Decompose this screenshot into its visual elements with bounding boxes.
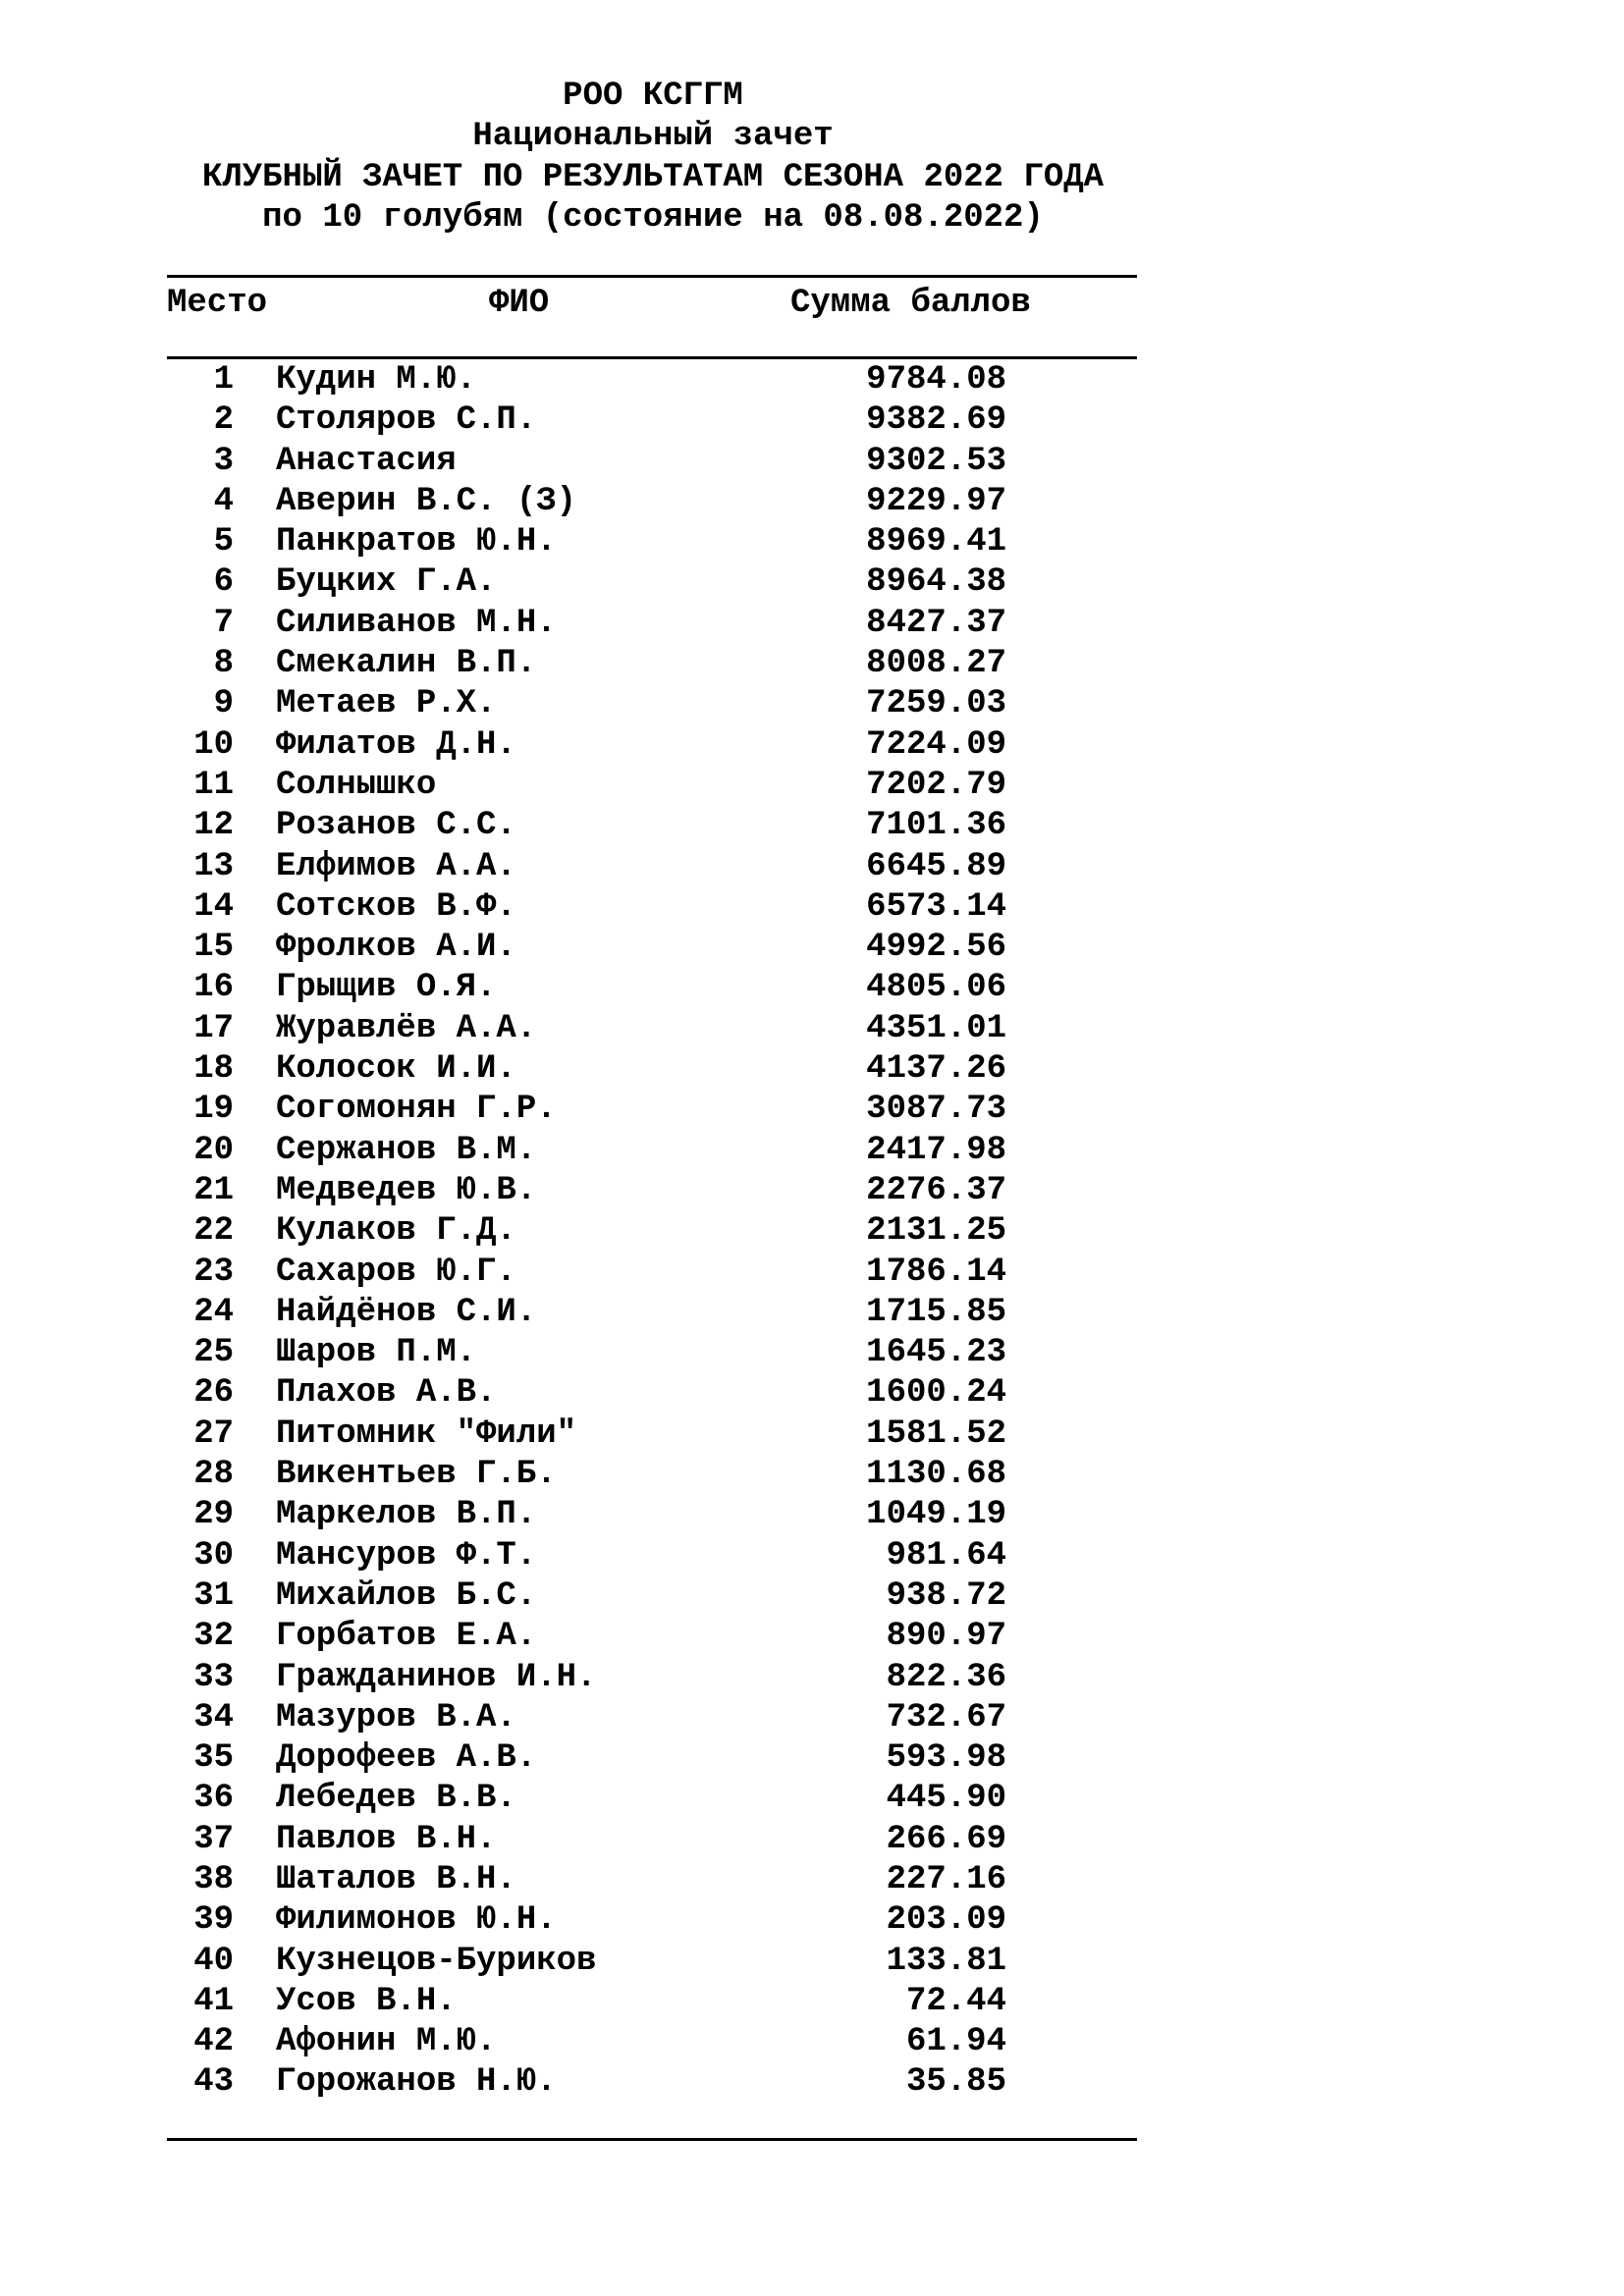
table-row (0, 927, 1624, 967)
score-cell: 7224.09 (866, 725, 1006, 764)
results-table (0, 359, 1624, 2103)
score-cell: 266.69 (886, 1820, 1006, 1858)
table-row (0, 2021, 1624, 2061)
score-cell: 4992.56 (866, 929, 1006, 967)
name-cell: Сержанов В.М. (276, 1131, 537, 1169)
name-cell: Афонин М.Ю. (276, 2023, 497, 2061)
table-row (0, 765, 1624, 805)
table-row (0, 1941, 1624, 1981)
table-row (0, 1210, 1624, 1251)
score-cell: 4137.26 (866, 1050, 1006, 1089)
score-cell: 2131.25 (866, 1212, 1006, 1251)
place-cell: 2 (213, 401, 234, 440)
table-row (0, 1372, 1624, 1413)
place-cell: 34 (193, 1698, 234, 1736)
bottom-rule (167, 2138, 1137, 2141)
place-cell: 13 (193, 847, 234, 885)
table-row (0, 2061, 1624, 2102)
place-cell: 25 (193, 1334, 234, 1372)
table-row (0, 1332, 1624, 1372)
name-cell: Михайлов Б.С. (276, 1576, 537, 1615)
score-cell: 1581.52 (866, 1415, 1006, 1453)
score-cell: 2417.98 (866, 1131, 1006, 1169)
table-row (0, 1170, 1624, 1210)
table-row (0, 1899, 1624, 1940)
name-cell: Сахаров Ю.Г. (276, 1253, 516, 1291)
table-row (0, 1048, 1624, 1089)
name-cell: Павлов В.Н. (276, 1820, 497, 1858)
name-cell: Горбатов Е.А. (276, 1618, 537, 1656)
name-cell: Маркелов В.П. (276, 1496, 537, 1534)
place-cell: 5 (213, 523, 234, 561)
place-cell: 26 (193, 1374, 234, 1413)
name-cell: Розанов С.С. (276, 807, 516, 845)
score-cell: 1645.23 (866, 1334, 1006, 1372)
table-row (0, 561, 1624, 602)
table-row (0, 1778, 1624, 1818)
name-cell: Смекалин В.П. (276, 645, 537, 683)
name-cell: Панкратов Ю.Н. (276, 523, 557, 561)
place-cell: 22 (193, 1212, 234, 1251)
table-row (0, 805, 1624, 845)
name-cell: Столяров С.П. (276, 401, 537, 440)
place-cell: 43 (193, 2063, 234, 2102)
place-cell: 37 (193, 1820, 234, 1858)
score-cell: 1049.19 (866, 1496, 1006, 1534)
name-cell: Кудин М.Ю. (276, 361, 477, 399)
name-cell: Дорофеев А.В. (276, 1739, 537, 1778)
place-cell: 42 (193, 2023, 234, 2061)
table-row (0, 1494, 1624, 1534)
name-cell: Мазуров В.А. (276, 1698, 516, 1736)
score-cell: 9229.97 (866, 482, 1006, 520)
place-cell: 10 (193, 725, 234, 764)
place-cell: 20 (193, 1131, 234, 1169)
name-cell: Шаталов В.Н. (276, 1860, 516, 1898)
score-cell: 1786.14 (866, 1253, 1006, 1291)
place-cell: 36 (193, 1780, 234, 1818)
place-cell: 33 (193, 1658, 234, 1696)
score-cell: 7259.03 (866, 685, 1006, 723)
place-cell: 8 (213, 645, 234, 683)
name-cell: Сотсков В.Ф. (276, 887, 516, 926)
score-cell: 1600.24 (866, 1374, 1006, 1413)
name-cell: Солнышко (276, 766, 437, 804)
table-row (0, 1616, 1624, 1656)
place-cell: 38 (193, 1860, 234, 1898)
place-cell: 16 (193, 969, 234, 1007)
place-cell: 12 (193, 807, 234, 845)
score-cell: 227.16 (886, 1860, 1006, 1898)
place-cell: 29 (193, 1496, 234, 1534)
place-cell: 11 (193, 766, 234, 804)
name-cell: Журавлёв А.А. (276, 1009, 537, 1047)
name-cell: Аверин В.С. (З) (276, 482, 577, 520)
score-cell: 8427.37 (866, 604, 1006, 642)
table-row (0, 400, 1624, 440)
table-row (0, 846, 1624, 886)
score-cell: 7202.79 (866, 766, 1006, 804)
place-cell: 9 (213, 685, 234, 723)
score-cell: 35.85 (905, 2063, 1006, 2102)
column-header-place: Место (167, 285, 268, 322)
score-cell: 61.94 (905, 2023, 1006, 2061)
table-row (0, 1981, 1624, 2021)
score-cell: 9382.69 (866, 401, 1006, 440)
top-rule (167, 275, 1137, 278)
name-cell: Усов В.Н. (276, 1982, 457, 2020)
name-cell: Мансуров Ф.Т. (276, 1536, 537, 1575)
score-cell: 6645.89 (866, 847, 1006, 885)
place-cell: 7 (213, 604, 234, 642)
category-title: Национальный зачет (472, 118, 834, 155)
org-title: РОО КСГГМ (563, 78, 743, 115)
name-cell: Силиванов М.Н. (276, 604, 557, 642)
place-cell: 23 (193, 1253, 234, 1291)
score-cell: 3087.73 (866, 1091, 1006, 1129)
table-row (0, 1454, 1624, 1494)
name-cell: Колосок И.И. (276, 1050, 516, 1089)
score-cell: 2276.37 (866, 1171, 1006, 1209)
page-title: КЛУБНЫЙ ЗАЧЕТ ПО РЕЗУЛЬТАТАМ СЕЗОНА 2022 ГОДА (201, 159, 1105, 196)
score-cell: 4805.06 (866, 969, 1006, 1007)
name-cell: Согомонян Г.Р. (276, 1091, 557, 1129)
score-cell: 593.98 (886, 1739, 1006, 1778)
name-cell: Елфимов А.А. (276, 847, 516, 885)
score-cell: 203.09 (886, 1901, 1006, 1940)
score-cell: 822.36 (886, 1658, 1006, 1696)
table-row (0, 886, 1624, 927)
name-cell: Гражданинов И.Н. (276, 1658, 597, 1696)
column-header-score: Сумма баллов (790, 285, 1031, 322)
score-cell: 4351.01 (866, 1009, 1006, 1047)
score-cell: 6573.14 (866, 887, 1006, 926)
place-cell: 15 (193, 929, 234, 967)
table-row (0, 1575, 1624, 1616)
table-row (0, 1657, 1624, 1697)
name-cell: Филимонов Ю.Н. (276, 1901, 557, 1940)
table-row (0, 359, 1624, 400)
name-cell: Лебедев В.В. (276, 1780, 516, 1818)
score-cell: 72.44 (905, 1982, 1006, 2020)
place-cell: 35 (193, 1739, 234, 1778)
name-cell: Шаров П.М. (276, 1334, 477, 1372)
table-row (0, 724, 1624, 765)
place-cell: 24 (193, 1293, 234, 1331)
table-row (0, 603, 1624, 643)
name-cell: Горожанов Н.Ю. (276, 2063, 557, 2102)
table-row (0, 1130, 1624, 1170)
place-cell: 19 (193, 1091, 234, 1129)
place-cell: 41 (193, 1982, 234, 2020)
name-cell: Плахов А.В. (276, 1374, 497, 1413)
place-cell: 32 (193, 1618, 234, 1656)
table-row (0, 1859, 1624, 1899)
place-cell: 14 (193, 887, 234, 926)
place-cell: 31 (193, 1576, 234, 1615)
score-cell: 8008.27 (866, 645, 1006, 683)
score-cell: 8964.38 (866, 563, 1006, 602)
score-cell: 445.90 (886, 1780, 1006, 1818)
place-cell: 4 (213, 482, 234, 520)
place-cell: 27 (193, 1415, 234, 1453)
table-row (0, 1535, 1624, 1575)
score-cell: 1130.68 (866, 1456, 1006, 1494)
table-row (0, 1292, 1624, 1332)
place-cell: 6 (213, 563, 234, 602)
place-cell: 40 (193, 1942, 234, 1980)
place-cell: 18 (193, 1050, 234, 1089)
place-cell: 21 (193, 1171, 234, 1209)
score-cell: 7101.36 (866, 807, 1006, 845)
table-row (0, 441, 1624, 481)
place-cell: 39 (193, 1901, 234, 1940)
score-cell: 890.97 (886, 1618, 1006, 1656)
score-cell: 981.64 (886, 1536, 1006, 1575)
table-row (0, 1414, 1624, 1454)
score-cell: 732.67 (886, 1698, 1006, 1736)
table-row (0, 1252, 1624, 1292)
table-row (0, 967, 1624, 1007)
score-cell: 133.81 (886, 1942, 1006, 1980)
table-row (0, 481, 1624, 521)
column-header-name: ФИО (489, 285, 550, 322)
place-cell: 30 (193, 1536, 234, 1575)
name-cell: Кузнецов-Буриков (276, 1942, 597, 1980)
place-cell: 28 (193, 1456, 234, 1494)
name-cell: Анастасия (276, 442, 457, 480)
score-cell: 8969.41 (866, 523, 1006, 561)
table-row (0, 1089, 1624, 1129)
name-cell: Грыщив О.Я. (276, 969, 497, 1007)
place-cell: 3 (213, 442, 234, 480)
table-row (0, 1737, 1624, 1778)
name-cell: Фролков А.И. (276, 929, 516, 967)
table-row (0, 1008, 1624, 1048)
table-row (0, 1819, 1624, 1859)
name-cell: Питомник "Фили" (276, 1415, 577, 1453)
score-cell: 1715.85 (866, 1293, 1006, 1331)
page-subtitle: по 10 голубям (состояние на 08.08.2022) (262, 199, 1044, 237)
name-cell: Кулаков Г.Д. (276, 1212, 516, 1251)
name-cell: Метаев Р.Х. (276, 685, 497, 723)
name-cell: Найдёнов С.И. (276, 1293, 537, 1331)
place-cell: 17 (193, 1009, 234, 1047)
table-row (0, 521, 1624, 561)
place-cell: 1 (213, 361, 234, 399)
score-cell: 9302.53 (866, 442, 1006, 480)
name-cell: Медведев Ю.В. (276, 1171, 537, 1209)
score-cell: 938.72 (886, 1576, 1006, 1615)
name-cell: Викентьев Г.Б. (276, 1456, 557, 1494)
score-cell: 9784.08 (866, 361, 1006, 399)
table-row (0, 683, 1624, 723)
name-cell: Буцких Г.А. (276, 563, 497, 602)
table-row (0, 643, 1624, 683)
name-cell: Филатов Д.Н. (276, 725, 516, 764)
table-row (0, 1697, 1624, 1737)
